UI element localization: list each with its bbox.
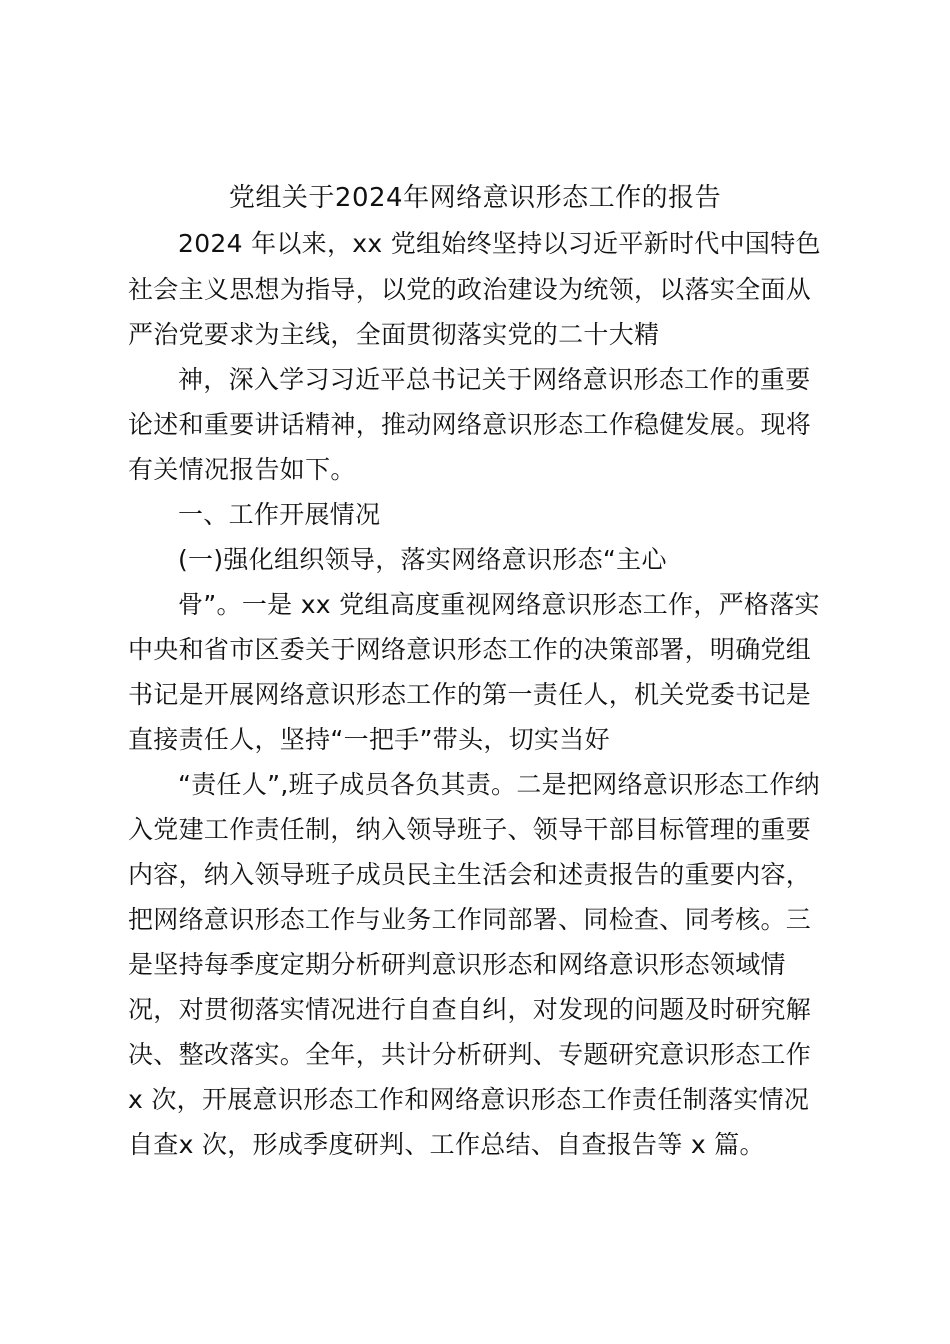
document-title: 党组关于2024年网络意识形态工作的报告 (228, 183, 722, 213)
paragraph-line-21: 自查x 次，形成季度研判、工作总结、自查报告等 x 篇。 (128, 1130, 765, 1159)
paragraph-line-16: 把网络意识形态工作与业务工作同部署、同检查、同考核。三 (128, 905, 812, 934)
paragraph-line-11: 书记是开展网络意识形态工作的第一责任人，机关党委书记是 (128, 680, 812, 709)
section-heading-1: 一、工作开展情况 (178, 500, 381, 529)
paragraph-line-15: 内容，纳入领导班子成员民主生活会和述责报告的重要内容， (128, 860, 812, 889)
paragraph-line-12: 直接责任人，坚持“一把手”带头，切实当好 (128, 725, 610, 754)
paragraph-line-9: 骨”。一是 xx 党组高度重视网络意识形态工作，严格落实 (178, 590, 820, 619)
paragraph-line-5: 论述和重要讲话精神，推动网络意识形态工作稳健发展。现将 (128, 410, 812, 439)
paragraph-line-17: 是坚持每季度定期分析研判意识形态和网络意识形态领域情 (128, 950, 786, 979)
paragraph-line-18: 况，对贯彻落实情况进行自查自纠，对发现的问题及时研究解 (128, 995, 812, 1024)
paragraph-line-19: 决、整改落实。全年，共计分析研判、专题研究意识形态工作 (128, 1040, 812, 1069)
paragraph-line-14: 入党建工作责任制，纳入领导班子、领导干部目标管理的重要 (128, 815, 812, 844)
paragraph-line-10: 中央和省市区委关于网络意识形态工作的决策部署，明确党组 (128, 635, 812, 664)
paragraph-line-2: 社会主义思想为指导，以党的政治建设为统领，以落实全面从 (128, 275, 812, 304)
paragraph-line-13: “责任人”,班子成员各负其责。二是把网络意识形态工作纳 (178, 770, 820, 799)
paragraph-line-4: 神，深入学习习近平总书记关于网络意识形态工作的重要 (178, 365, 811, 394)
paragraph-line-6: 有关情况报告如下。 (128, 455, 356, 484)
paragraph-line-20: x 次，开展意识形态工作和网络意识形态工作责任制落实情况 (128, 1085, 810, 1114)
paragraph-line-1: 2024 年以来，xx 党组始终坚持以习近平新时代中国特色 (178, 229, 821, 258)
paragraph-line-3: 严治党要求为主线，全面贯彻落实党的二十大精 (128, 320, 660, 349)
subsection-heading-1: (一)强化组织领导，落实网络意识形态“主心 (178, 545, 667, 574)
